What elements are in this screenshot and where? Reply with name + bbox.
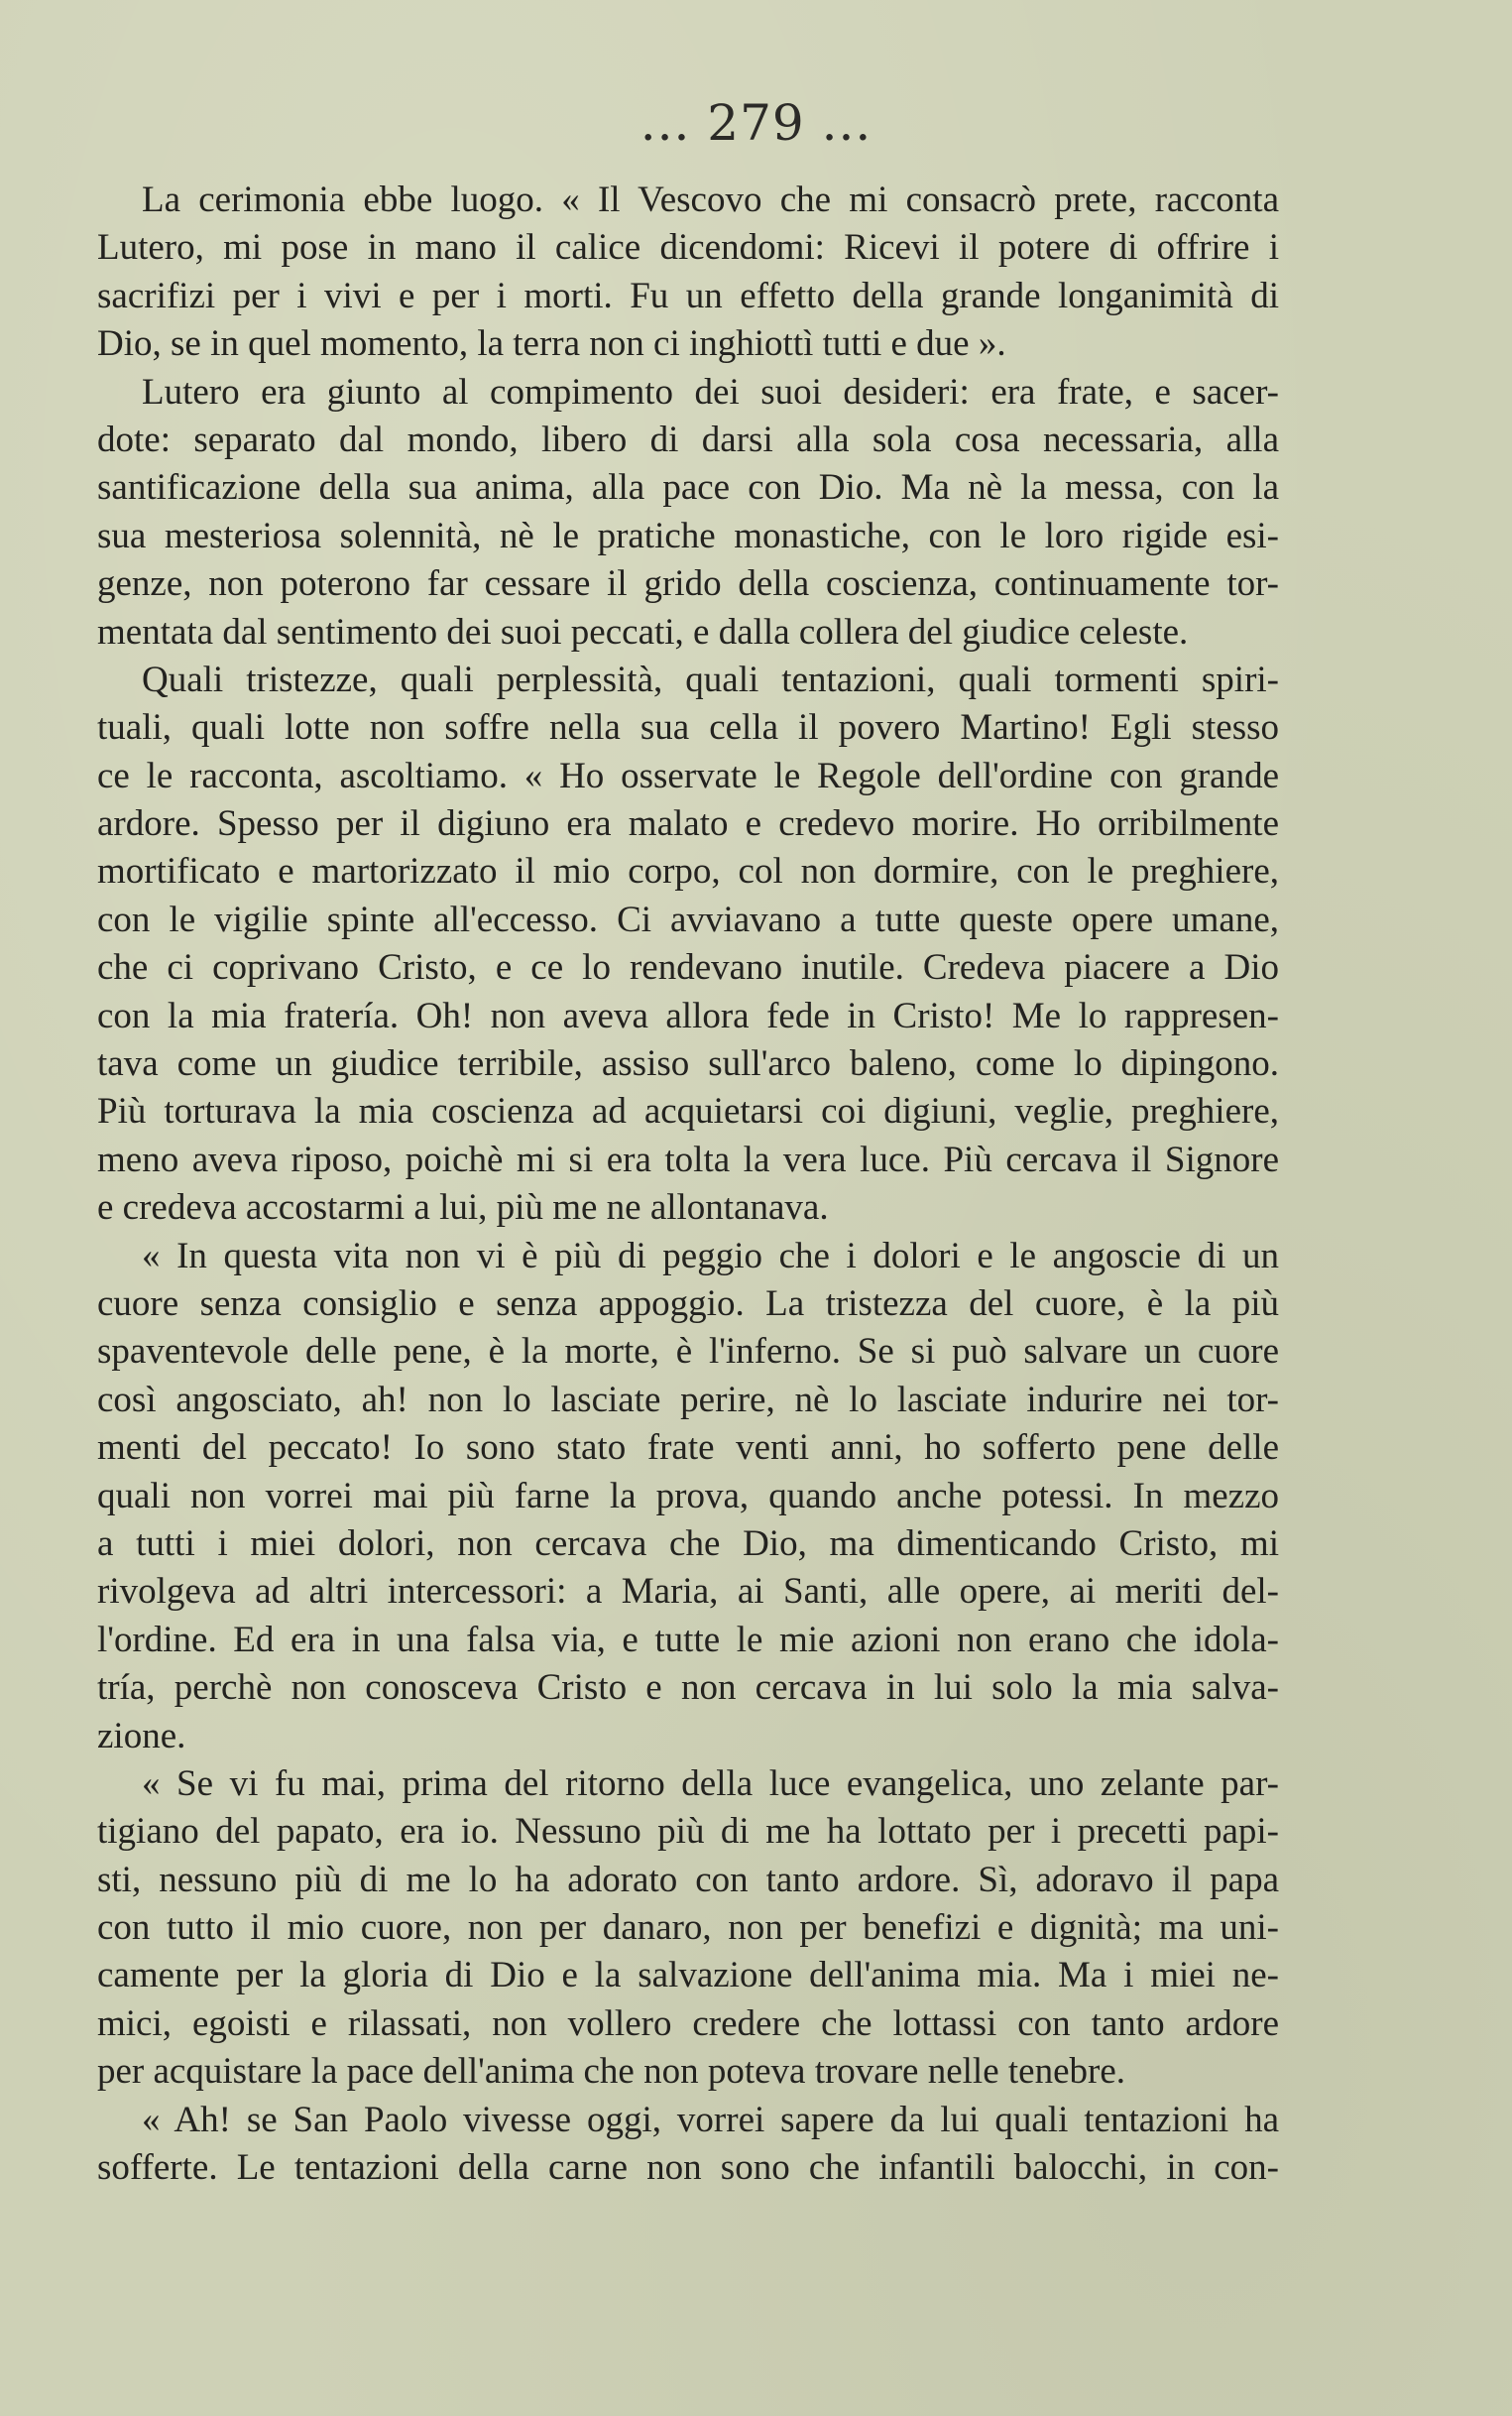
text-line: menti del peccato! Io sono stato frate venti anni, ho sofferto pene delle (97, 1427, 1279, 1469)
text-line: mici, egoisti e rilassati, non vollero credere che lottassi con tanto ardore (97, 2002, 1279, 2044)
text-line: tigiano del papato, era io. Nessuno più di me ha lottato per i precetti papi- (97, 1811, 1279, 1853)
text-line: meno aveva riposo, poichè mi si era tolta la vera luce. Più cercava il Signore (97, 1139, 1279, 1180)
text-line: tuali, quali lotte non soffre nella sua cella il povero Martino! Egli stesso (97, 707, 1279, 749)
text-line: Lutero, mi pose in mano il calice dicendomi: Ricevi il potere di offrire i (97, 227, 1279, 269)
text-line: sofferte. Le tentazioni della carne non sono che infantili balocchi, in con- (97, 2147, 1279, 2189)
text-line: Dio, se in quel momento, la terra non ci inghiottì tutti e due ». (97, 323, 1006, 365)
text-line: con la mia fratería. Oh! non aveva allora fede in Cristo! Me lo rappresen- (97, 995, 1279, 1036)
text-line: a tutti i miei dolori, non cercava che Dio, ma dimenticando Cristo, mi (97, 1522, 1279, 1564)
text-line: l'ordine. Ed era in una falsa via, e tutte le mie azioni non erano che idola- (97, 1619, 1279, 1660)
text-line: che ci coprivano Cristo, e ce lo rendevano inutile. Credeva piacere a Dio (97, 947, 1279, 989)
text-line: Quali tristezze, quali perplessità, quali tentazioni, quali tormenti spiri- (142, 659, 1279, 700)
text-line: spaventevole delle pene, è la morte, è l'inferno. Se si può salvare un cuore (97, 1331, 1279, 1373)
text-line: per acquistare la pace dell'anima che non poteva trovare nelle tenebre. (97, 2051, 1125, 2093)
body-text (97, 177, 1279, 2192)
text-line: mortificato e martorizzato il mio corpo, col non dormire, con le preghiere, (97, 851, 1279, 893)
text-line: ardore. Spesso per il digiuno era malato e credevo morire. Ho orribilmente (97, 803, 1279, 845)
text-line: Più torturava la mia coscienza ad acquietarsi coi digiuni, veglie, preghiere, (97, 1091, 1279, 1133)
text-line: ce le racconta, ascoltiamo. « Ho osservate le Regole dell'ordine con grande (97, 755, 1279, 796)
text-line: genze, non poterono far cessare il grido della coscienza, continuamente tor- (97, 563, 1279, 605)
text-line: dote: separato dal mondo, libero di darsi alla sola cosa necessaria, alla (97, 419, 1279, 460)
text-line: « Ah! se San Paolo vivesse oggi, vorrei sapere da lui quali tentazioni ha (142, 2099, 1279, 2140)
text-line: e credeva accostarmi a lui, più me ne allontanava. (97, 1187, 829, 1229)
text-line: santificazione della sua anima, alla pace con Dio. Ma nè la messa, con la (97, 467, 1279, 509)
text-line: La cerimonia ebbe luogo. « Il Vescovo che mi consacrò prete, racconta (142, 180, 1279, 220)
text-line: con le vigilie spinte all'eccesso. Ci avviavano a tutte queste opere umane, (97, 899, 1279, 940)
text-line: cuore senza consiglio e senza appoggio. La tristezza del cuore, è la più (97, 1282, 1279, 1324)
text-line: tava come un giudice terribile, assiso sull'arco baleno, come lo dipingono. (97, 1043, 1279, 1085)
text-line: così angosciato, ah! non lo lasciate perire, nè lo lasciate indurire nei tor- (97, 1379, 1279, 1420)
text-line: sua mesteriosa solennità, nè le pratiche monastiche, con le loro rigide esi- (97, 515, 1279, 556)
text-line: sti, nessuno più di me lo ha adorato con tanto ardore. Sì, adoravo il papa (97, 1859, 1279, 1900)
text-line: « In questa vita non vi è più di peggio che i dolori e le angoscie di un (142, 1235, 1279, 1276)
text-line: Lutero era giunto al compimento dei suoi desideri: era frate, e sacer- (142, 371, 1279, 413)
text-line: sacrifizi per i vivi e per i morti. Fu un effetto della grande longanimità di (97, 275, 1279, 316)
page-number: ... 279 ... (640, 94, 872, 152)
text-line: tría, perchè non conosceva Cristo e non cercava in lui solo la mia salva- (97, 1667, 1279, 1709)
text-line: mentata dal sentimento dei suoi peccati, e dalla collera del giudice celeste. (97, 611, 1189, 653)
text-line: con tutto il mio cuore, non per danaro, non per benefizi e dignità; ma uni- (97, 1907, 1279, 1949)
text-line: rivolgeva ad altri intercessori: a Maria, ai Santi, alle opere, ai meriti del- (97, 1571, 1279, 1613)
text-line: « Se vi fu mai, prima del ritorno della luce evangelica, uno zelante par- (142, 1762, 1279, 1804)
text-line: camente per la gloria di Dio e la salvazione dell'anima mia. Ma i miei ne- (97, 1955, 1279, 1996)
text-line: zione. (97, 1715, 186, 1756)
text-line: quali non vorrei mai più farne la prova, quando anche potessi. In mezzo (97, 1475, 1279, 1516)
